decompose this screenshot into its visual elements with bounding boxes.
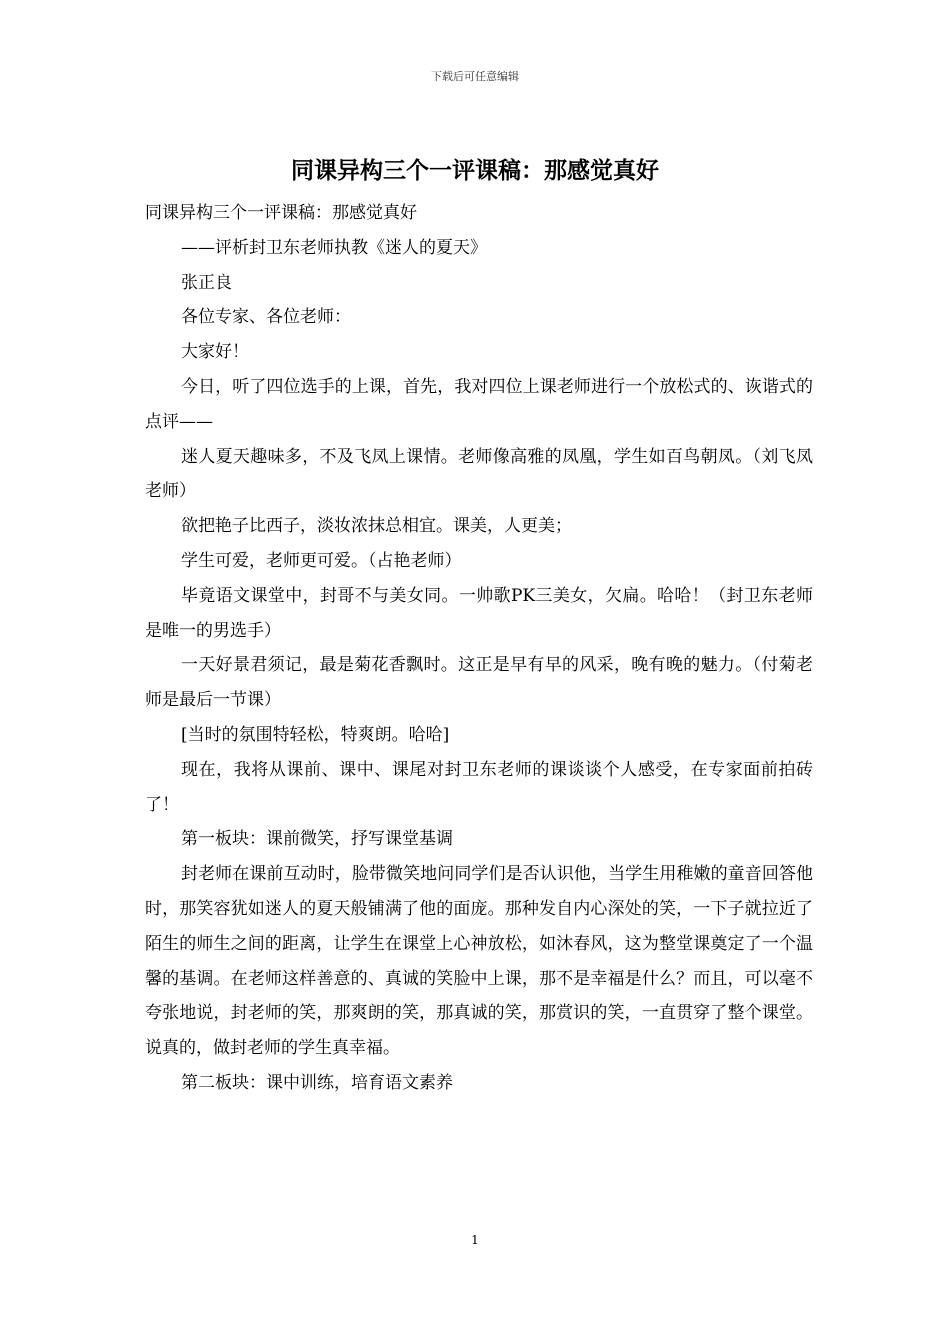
body-paragraph: 欲把艳子比西子，淡妆浓抹总相宜。课美，人更美； — [181, 516, 572, 537]
body-paragraph: ——评析封卫东老师执教《迷人的夏天》 — [181, 237, 487, 258]
body-paragraph: 毕竟语文课堂中，封哥不与美女同。一帅歌PK三美女，欠扁。哈哈！（封卫东老师是唯一的男选手） — [145, 585, 813, 641]
body-paragraph: 一天好景君须记，最是菊花香飘时。这正是早有早的风采，晚有晚的魅力。（付菊老师是最后一节课） — [145, 655, 813, 711]
header-note: 下载后可任意编辑 — [431, 70, 519, 83]
document-title: 同课异构三个一评课稿：那感觉真好 — [291, 157, 659, 184]
body-paragraph: 迷人夏天趣味多，不及飞凤上课情。老师像高雅的凤凰，学生如百鸟朝凤。（刘飞凤老师） — [145, 446, 813, 502]
body-paragraph: 同课异构三个一评课稿：那感觉真好 — [145, 203, 417, 223]
body-paragraph: 学生可爱，老师更可爱。（占艳老师） — [181, 550, 462, 571]
body-paragraph: 大家好！ — [181, 342, 249, 363]
body-paragraph: 各位专家、各位老师： — [181, 307, 351, 328]
body-paragraph: 今日，听了四位选手的上课，首先，我对四位上课老师进行一个放松式的、诙谐式的点评—— — [145, 376, 813, 432]
body-paragraph: 现在，我将从课前、课中、课尾对封卫东老师的课谈谈个人感受，在专家面前拍砖了！ — [145, 759, 813, 815]
document-body — [145, 196, 813, 1101]
section-heading: 第二板块：课中训练，培育语文素养 — [181, 1072, 453, 1093]
author-name: 张正良 — [181, 272, 232, 293]
page-number: 1 — [471, 1233, 479, 1247]
section-heading: 第一板块：课前微笑，抒写课堂基调 — [181, 829, 453, 850]
body-paragraph: [当时的氛围特轻松，特爽朗。哈哈] — [181, 724, 450, 745]
body-paragraph: 封老师在课前互动时，脸带微笑地问同学们是否认识他，当学生用稚嫩的童音回答他时，那笑容犹如迷人的夏天般铺满了他的面庞。那种发自内心深处的笑，一下子就拉近了陌生的师生之间的距离，让学生在课堂上心神放松，如沐春风，这为整堂课奠定了一个温馨的基调。在老师这样善意的、真诚的笑脸中上课，那不是幸福是什么？而且，可以毫不夸张地说，封老师的笑，那爽朗的笑，那真诚的笑，那赏识的笑，一直贯穿了整个课堂。说真的，做封老师的学生真幸福。 — [145, 864, 813, 1059]
